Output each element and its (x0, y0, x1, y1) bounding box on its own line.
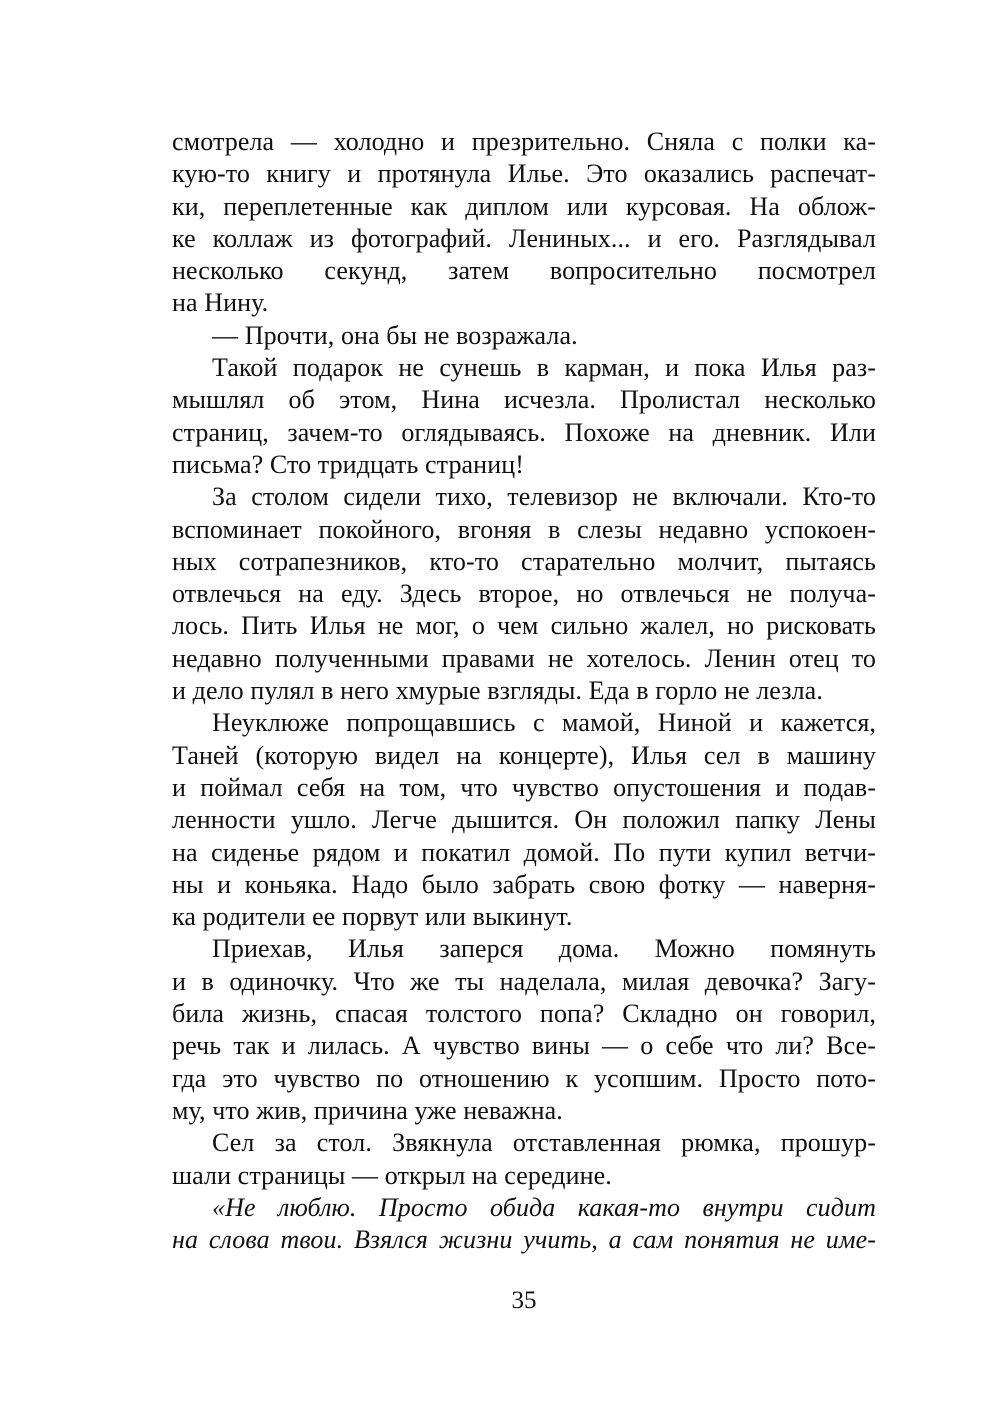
paragraph (172, 320, 876, 352)
text-line: — Прочти, она бы не возражала. (212, 320, 578, 350)
text-line: Неуклюже попрощавшись с мамой, Ниной и кажется, (212, 708, 876, 738)
text-line: недавно полученными правами не хотелось. Ленин отец то (172, 643, 876, 673)
text-line: гда это чувство по отношению к усопшим. Просто пото- (172, 1063, 876, 1093)
text-line: ленности ушло. Легче дышится. Он положил папку Лены (172, 805, 876, 835)
text-line: отвлечься на еду. Здесь второе, но отвлечься не получа- (172, 579, 876, 609)
text-line: Такой подарок не сунешь в карман, и пока Илья раз- (212, 353, 876, 383)
paragraph (172, 933, 876, 1127)
paragraph (172, 1192, 876, 1257)
text-line: Приехав, Илья заперся дома. Можно помянуть (212, 934, 876, 964)
text-line: Сел за стол. Звякнула отставленная рюмка, прошур- (212, 1128, 876, 1158)
text-line: письма? Сто тридцать страниц! (172, 449, 524, 479)
paragraph (172, 1127, 876, 1192)
text-column (172, 126, 876, 1256)
text-line: и дело пулял в него хмурые взгляды. Еда в горло не лезла. (172, 676, 823, 706)
text-line: несколько секунд, затем вопросительно посмотрел (172, 256, 876, 286)
text-line: и в одиночку. Что же ты наделала, милая девочка? Загу- (172, 966, 876, 996)
paragraph (172, 707, 876, 933)
text-line: страниц, зачем-то оглядываясь. Похоже на дневник. Или (172, 417, 876, 447)
text-line: ных сотрапезников, кто-то старательно молчит, пытаясь (172, 546, 876, 576)
text-line: ке коллаж из фотографий. Лениных... и его. Разглядывал (172, 223, 876, 253)
text-line: ка родители ее порвут или выкинут. (172, 902, 573, 932)
text-line: лось. Пить Илья не мог, о чем сильно жалел, но рисковать (172, 611, 876, 641)
text-line: на сиденье рядом и покатил домой. По пути купил ветчи- (172, 837, 876, 867)
text-line: «Не люблю. Просто обида какая-то внутри сидит (212, 1192, 876, 1222)
paragraph (172, 481, 876, 707)
text-line: ны и коньяка. Надо было забрать свою фотку — наверня- (172, 869, 876, 899)
text-line: речь так и лилась. А чувство вины — о себе что ли? Все- (172, 1031, 876, 1061)
paragraph (172, 126, 876, 320)
text-line: вспоминает покойного, вгоняя в слезы недавно успокоен- (172, 514, 876, 544)
paragraph (172, 352, 876, 481)
text-line: шали страницы — открыл на середине. (172, 1160, 612, 1190)
text-line: За столом сидели тихо, телевизор не включали. Кто-то (212, 482, 876, 512)
page-number: 35 (511, 1287, 537, 1314)
text-line: кую-то книгу и протянула Илье. Это оказались распечат- (172, 159, 876, 189)
text-line: мышлял об этом, Нина исчезла. Пролистал несколько (172, 385, 876, 415)
text-line: ки, переплетенные как диплом или курсовая. На облож- (172, 191, 876, 221)
text-line: му, что жив, причина уже неважна. (172, 1095, 563, 1125)
text-line: смотрела — холодно и презрительно. Сняла с полки ка- (172, 127, 876, 156)
text-line: била жизнь, спасая толстого попа? Складно он говорил, (172, 999, 876, 1029)
text-line: на Нину. (172, 288, 269, 318)
text-line: на слова твои. Взялся жизни учить, а сам понятия не име- (172, 1225, 876, 1255)
text-line: Таней (которую видел на концерте), Илья сел в машину (172, 740, 876, 770)
text-line: и поймал себя на том, что чувство опустошения и подав- (172, 772, 876, 802)
